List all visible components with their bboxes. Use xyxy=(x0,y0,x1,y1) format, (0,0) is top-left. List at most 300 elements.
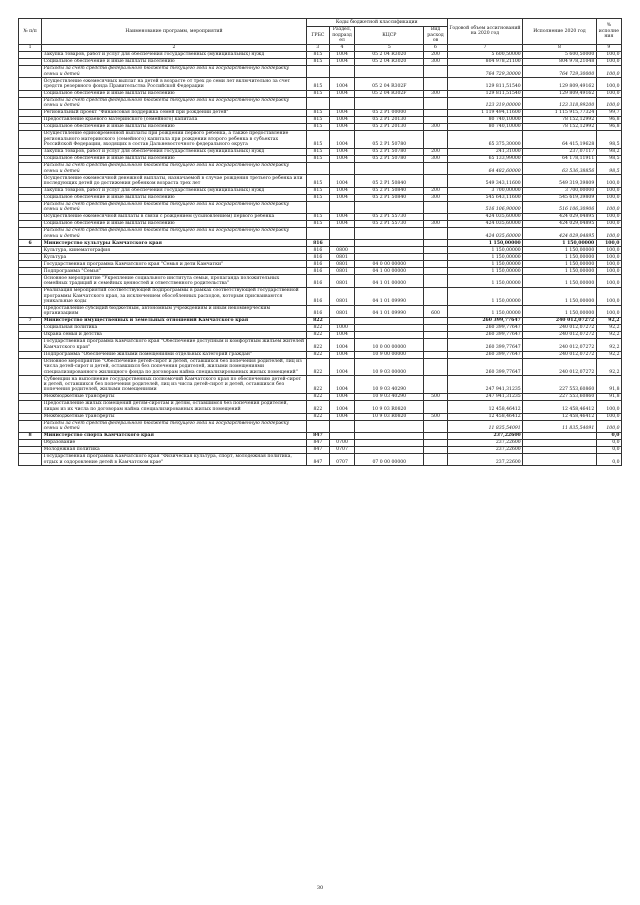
row-plan: 237,22600 xyxy=(447,439,523,446)
table-row xyxy=(19,420,622,432)
row-exec: 240 012,07272 xyxy=(523,358,597,376)
row-kcsr: 05 2 04 R302F xyxy=(355,78,424,90)
row-number xyxy=(19,155,42,162)
row-pct: 100,0 xyxy=(596,420,621,432)
row-vid xyxy=(424,228,447,240)
row-plan: 549 343,11600 xyxy=(447,175,523,187)
row-number xyxy=(19,332,42,339)
row-razdel: 0707 xyxy=(329,453,354,465)
row-pct: 91,8 xyxy=(596,394,621,401)
row-pct: 100,0 xyxy=(596,305,621,317)
row-exec: 424 029,04895 xyxy=(523,214,597,221)
row-name: Социальное обеспечение и иные выплаты населению xyxy=(42,90,307,97)
table-row xyxy=(19,453,622,465)
row-plan: 5 600,50000 xyxy=(447,51,523,58)
row-exec: 237,07117 xyxy=(523,148,597,155)
row-razdel: 1004 xyxy=(329,148,354,155)
table-body xyxy=(19,51,622,466)
row-vid xyxy=(424,318,447,325)
row-kcsr: 10 9 03 40290 xyxy=(355,376,424,394)
row-kcsr: 05 2 04 R3020 xyxy=(355,51,424,58)
row-number xyxy=(19,162,42,174)
row-exec xyxy=(523,446,597,453)
table-row xyxy=(19,221,622,228)
row-number xyxy=(19,110,42,117)
table-row xyxy=(19,155,622,162)
row-razdel: 0700 xyxy=(329,439,354,446)
row-pct: 0,0 xyxy=(596,432,621,439)
row-grbs: 822 xyxy=(306,351,329,358)
row-pct: 100,0 xyxy=(596,194,621,201)
row-razdel: 1004 xyxy=(329,413,354,420)
row-exec: 64 178,11911 xyxy=(523,155,597,162)
table-row xyxy=(19,201,622,213)
row-name: Молодежная политика xyxy=(42,446,307,453)
row-number xyxy=(19,358,42,376)
row-razdel xyxy=(329,240,354,247)
table-row xyxy=(19,305,622,317)
header-plan: Годовой объем ассигнований на 2020 год xyxy=(447,19,523,45)
row-grbs: 815 xyxy=(306,131,329,149)
row-name: Культура, кинематография xyxy=(42,247,307,254)
row-pct: 96,8 xyxy=(596,117,621,124)
row-vid: 300 xyxy=(424,194,447,201)
row-grbs: 822 xyxy=(306,376,329,394)
row-exec: 3 700,00000 xyxy=(523,187,597,194)
row-pct: 100,0 xyxy=(596,413,621,420)
column-number: 5 xyxy=(355,44,424,51)
row-number xyxy=(19,325,42,332)
row-kcsr: 05 2 P1 50780 xyxy=(355,155,424,162)
row-pct: 100,0 xyxy=(596,214,621,221)
row-razdel: 1000 xyxy=(329,325,354,332)
row-grbs: 822 xyxy=(306,401,329,413)
row-pct: 98,2 xyxy=(596,148,621,155)
row-vid xyxy=(424,110,447,117)
row-razdel: 1004 xyxy=(329,155,354,162)
row-number xyxy=(19,439,42,446)
row-vid xyxy=(424,214,447,221)
table-row xyxy=(19,325,622,332)
table-row xyxy=(19,97,622,109)
row-razdel: 1004 xyxy=(329,351,354,358)
table-row xyxy=(19,65,622,77)
row-vid xyxy=(424,175,447,187)
table-row xyxy=(19,240,622,247)
row-grbs: 822 xyxy=(306,318,329,325)
table-row xyxy=(19,124,622,131)
row-kcsr: 05 2 P1 50840 xyxy=(355,175,424,187)
row-exec: 804 978,21048 xyxy=(523,58,597,65)
row-pct: 0,0 xyxy=(596,439,621,446)
row-vid: 600 xyxy=(424,305,447,317)
row-exec: 240 012,07272 xyxy=(523,325,597,332)
row-plan: 424 035,60000 xyxy=(447,228,523,240)
row-number xyxy=(19,65,42,77)
row-vid xyxy=(424,131,447,149)
row-name: Подпрограмма "Обеспечение жилыми помещениями отдельных категорий граждан" xyxy=(42,351,307,358)
table-row xyxy=(19,339,622,351)
row-kcsr: 05 2 P1 20130 xyxy=(355,117,424,124)
row-plan: 65 375,30000 xyxy=(447,131,523,149)
column-number: 4 xyxy=(329,44,354,51)
row-razdel xyxy=(329,228,354,240)
row-number xyxy=(19,228,42,240)
row-grbs: 816 xyxy=(306,254,329,261)
table-row xyxy=(19,131,622,149)
table-row xyxy=(19,413,622,420)
row-pct: 100,0 xyxy=(596,268,621,275)
table-row xyxy=(19,110,622,117)
row-name: Межбюджетные трансферты xyxy=(42,394,307,401)
row-name: Осуществление единовременной выплаты при рождении первого ребенка, а также предоставление регионального материнского (семейного) капитала при рождении второго ребенка в субъектах Российской Федерации, входящих в состав Дальневосточного федерального округа xyxy=(42,131,307,149)
row-kcsr: 05 2 04 R302F xyxy=(355,90,424,97)
row-grbs: 815 xyxy=(306,187,329,194)
row-plan: 260 399,77647 xyxy=(447,339,523,351)
column-number: 7 xyxy=(447,44,523,51)
row-name: Социальное обеспечение и иные выплаты населению xyxy=(42,124,307,131)
row-number xyxy=(19,58,42,65)
row-exec: 545 619,39809 xyxy=(523,194,597,201)
row-name: Основное мероприятие "Укрепление социального института семьи, пропаганда положительных семейных традиций и семейных ценностей и ответственного родительства" xyxy=(42,275,307,287)
row-name: Реализация мероприятий соответствующей подпрограммы в рамках соответствующей государственной программы Камчатского края, за исключением обособленных расходов, которым присваиваются уникальные коды xyxy=(42,287,307,305)
row-razdel xyxy=(329,201,354,213)
row-razdel: 1004 xyxy=(329,394,354,401)
row-number xyxy=(19,413,42,420)
table-row xyxy=(19,439,622,446)
row-razdel: 1004 xyxy=(329,339,354,351)
row-exec: 78 152,12992 xyxy=(523,124,597,131)
row-vid: 200 xyxy=(424,187,447,194)
row-grbs xyxy=(306,420,329,432)
row-vid xyxy=(424,261,447,268)
column-number: 8 xyxy=(523,44,597,51)
row-plan: 1 150,00000 xyxy=(447,268,523,275)
row-kcsr xyxy=(355,420,424,432)
row-plan: 80 740,10000 xyxy=(447,124,523,131)
row-razdel: 0801 xyxy=(329,261,354,268)
row-exec: 240 012,07272 xyxy=(523,318,597,325)
row-exec: 1 150,00000 xyxy=(523,254,597,261)
row-pct: 100,0 xyxy=(596,58,621,65)
row-kcsr: 10 9 03 R0820 xyxy=(355,401,424,413)
header-exec: Исполнение 2020 год xyxy=(523,19,597,45)
row-plan: 764 729,30000 xyxy=(447,65,523,77)
row-vid xyxy=(424,247,447,254)
table-row xyxy=(19,287,622,305)
row-vid xyxy=(424,339,447,351)
row-kcsr: 05 2 P1 55730 xyxy=(355,221,424,228)
row-razdel: 1004 xyxy=(329,90,354,97)
row-pct: 98,5 xyxy=(596,131,621,149)
row-kcsr xyxy=(355,228,424,240)
row-name: Охрана семьи и детства xyxy=(42,332,307,339)
row-plan: 12 458,46412 xyxy=(447,413,523,420)
row-razdel: 1004 xyxy=(329,187,354,194)
row-vid xyxy=(424,117,447,124)
row-plan: 1 150,00000 xyxy=(447,240,523,247)
row-name: Подпрограмма "Семья" xyxy=(42,268,307,275)
row-grbs: 815 xyxy=(306,110,329,117)
row-razdel: 1004 xyxy=(329,401,354,413)
row-number xyxy=(19,305,42,317)
row-pct: 92,2 xyxy=(596,358,621,376)
row-grbs: 847 xyxy=(306,432,329,439)
row-exec: 129 809,49162 xyxy=(523,90,597,97)
table-row xyxy=(19,187,622,194)
budget-table xyxy=(18,18,622,466)
row-kcsr xyxy=(355,240,424,247)
row-name: Социальное обеспечение и иные выплаты населению xyxy=(42,58,307,65)
row-grbs: 816 xyxy=(306,305,329,317)
row-plan: 804 978,21100 xyxy=(447,58,523,65)
row-name: Расходы за счет средств федерального бюджета текущего года на государственную поддержку семьи и детей xyxy=(42,162,307,174)
row-vid xyxy=(424,453,447,465)
row-razdel xyxy=(329,318,354,325)
row-plan: 247 941,31235 xyxy=(447,376,523,394)
table-row xyxy=(19,117,622,124)
row-kcsr: 05 2 P1 50780 xyxy=(355,148,424,155)
row-pct: 0,0 xyxy=(596,446,621,453)
table-row xyxy=(19,432,622,439)
row-pct: 100,0 xyxy=(596,401,621,413)
row-name: Расходы за счет средств федерального бюджета текущего года на государственную поддержку семьи и детей xyxy=(42,97,307,109)
row-grbs: 815 xyxy=(306,78,329,90)
row-razdel: 1004 xyxy=(329,131,354,149)
row-razdel: 0800 xyxy=(329,247,354,254)
row-kcsr: 10 9 03 R0820 xyxy=(355,413,424,420)
row-name: Основное мероприятие "Обеспечение детей-сирот и детей, оставшихся без попечения родителей, лиц из числа детей-сирот и детей, оставшихся без попечения родителей, жилыми помещениями специализированного жилищного фонда по договорам найма специализированных жилых помещений" xyxy=(42,358,307,376)
row-number xyxy=(19,51,42,58)
row-plan: 260 399,77647 xyxy=(447,351,523,358)
row-razdel: 1004 xyxy=(329,221,354,228)
row-name: Социальное обеспечение и иные выплаты населению xyxy=(42,221,307,228)
row-razdel: 1004 xyxy=(329,214,354,221)
row-vid xyxy=(424,325,447,332)
row-plan: 123 319,00000 xyxy=(447,97,523,109)
row-grbs: 816 xyxy=(306,261,329,268)
row-vid xyxy=(424,376,447,394)
row-vid: 300 xyxy=(424,124,447,131)
row-grbs xyxy=(306,228,329,240)
row-number xyxy=(19,453,42,465)
row-kcsr: 05 2 P1 20130 xyxy=(355,124,424,131)
row-name: Социальное обеспечение и иные выплаты населению xyxy=(42,194,307,201)
row-name: Государственная программа Камчатского края "Обеспечение доступным и комфортным жильем жителей Камчатского края" xyxy=(42,339,307,351)
row-name: Расходы за счет средств федерального бюджета текущего года на государственную поддержку семьи и детей xyxy=(42,228,307,240)
row-pct: 100,0 xyxy=(596,90,621,97)
row-name: Культура xyxy=(42,254,307,261)
row-vid: 500 xyxy=(424,394,447,401)
row-exec: 12 458,46412 xyxy=(523,413,597,420)
row-pct: 99,7 xyxy=(596,110,621,117)
row-name: Субвенции на выполнение государственных полномочий Камчатского края по обеспечению детей-сирот и детей, оставшихся без попечения родителей, лиц из числа детей-сирот и детей, оставшихся без попечения родителей, жилыми помещениями xyxy=(42,376,307,394)
table-row xyxy=(19,358,622,376)
row-vid xyxy=(424,401,447,413)
table-row xyxy=(19,394,622,401)
row-plan: 1 150,00000 xyxy=(447,247,523,254)
table-row xyxy=(19,261,622,268)
row-exec: 1 150,00000 xyxy=(523,275,597,287)
row-kcsr: 10 9 00 00000 xyxy=(355,351,424,358)
row-name: Предоставление жилых помещений детям-сиротам и детям, оставшимся без попечения родителей, лицам из их числа по договорам найма специализированных жилых помещений xyxy=(42,401,307,413)
row-name: Расходы за счет средств федерального бюджета текущего года на государственную поддержку семьи и детей xyxy=(42,420,307,432)
table-row xyxy=(19,318,622,325)
row-vid xyxy=(424,162,447,174)
row-exec: 129 809,49162 xyxy=(523,78,597,90)
row-grbs: 815 xyxy=(306,194,329,201)
row-exec: 516 106,30906 xyxy=(523,201,597,213)
row-name: Министерство имущественных и земельных отношений Камчатского края xyxy=(42,318,307,325)
row-exec: 64 415,19628 xyxy=(523,131,597,149)
row-name: Закупка товаров, работ и услуг для обеспечения государственных (муниципальных) нужд xyxy=(42,51,307,58)
row-plan: 241,31000 xyxy=(447,148,523,155)
row-razdel xyxy=(329,432,354,439)
row-plan: 424 035,60000 xyxy=(447,214,523,221)
header-grbs: ГРБС xyxy=(306,27,329,45)
row-number xyxy=(19,221,42,228)
row-name: Предоставление субсидий бюджетным, автономным учреждениям и иным некоммерческим организациям xyxy=(42,305,307,317)
row-razdel xyxy=(329,97,354,109)
row-vid: 200 xyxy=(424,148,447,155)
table-row xyxy=(19,51,622,58)
row-vid: 200 xyxy=(424,51,447,58)
row-grbs: 847 xyxy=(306,453,329,465)
row-grbs: 816 xyxy=(306,247,329,254)
row-number xyxy=(19,268,42,275)
row-grbs: 816 xyxy=(306,240,329,247)
row-kcsr xyxy=(355,65,424,77)
row-razdel: 1004 xyxy=(329,78,354,90)
row-name: Министерство культуры Камчатского края xyxy=(42,240,307,247)
row-exec: 1 150,00000 xyxy=(523,268,597,275)
row-razdel xyxy=(329,162,354,174)
row-grbs: 822 xyxy=(306,394,329,401)
row-kcsr: 05 2 P1 50840 xyxy=(355,187,424,194)
row-plan: 65 133,99000 xyxy=(447,155,523,162)
row-vid: 300 xyxy=(424,155,447,162)
row-vid xyxy=(424,420,447,432)
row-plan: 1 150,00000 xyxy=(447,254,523,261)
row-kcsr: 05 2 04 R3020 xyxy=(355,58,424,65)
row-number xyxy=(19,254,42,261)
row-kcsr: 04 0 00 00000 xyxy=(355,261,424,268)
row-kcsr: 04 1 01 00000 xyxy=(355,275,424,287)
row-plan: 11 835,54091 xyxy=(447,420,523,432)
row-kcsr xyxy=(355,439,424,446)
row-number xyxy=(19,446,42,453)
row-exec: 11 835,54091 xyxy=(523,420,597,432)
row-vid xyxy=(424,254,447,261)
row-vid xyxy=(424,275,447,287)
row-kcsr xyxy=(355,432,424,439)
row-exec xyxy=(523,432,597,439)
header-razdel: Раздел, подраздел xyxy=(329,27,354,45)
row-plan: 260 399,77647 xyxy=(447,325,523,332)
row-vid xyxy=(424,268,447,275)
row-pct: 92,2 xyxy=(596,351,621,358)
row-kcsr xyxy=(355,332,424,339)
table-row xyxy=(19,247,622,254)
row-kcsr xyxy=(355,162,424,174)
header-kcsr: КЦСР xyxy=(355,27,424,45)
row-kcsr: 05 2 P1 00000 xyxy=(355,110,424,117)
header-codes: Коды бюджетной классификации xyxy=(306,19,447,27)
row-pct: 100,0 xyxy=(596,275,621,287)
row-razdel: 1004 xyxy=(329,332,354,339)
row-plan: 3 700,00000 xyxy=(447,187,523,194)
row-grbs: 822 xyxy=(306,358,329,376)
table-row xyxy=(19,214,622,221)
row-grbs: 815 xyxy=(306,90,329,97)
row-plan: 424 035,60000 xyxy=(447,221,523,228)
table-row xyxy=(19,332,622,339)
row-grbs: 816 xyxy=(306,275,329,287)
row-kcsr: 04 1 01 09990 xyxy=(355,287,424,305)
row-grbs xyxy=(306,65,329,77)
row-grbs: 822 xyxy=(306,339,329,351)
row-name: Предоставление краевого материнского (семейного) капитала xyxy=(42,117,307,124)
row-kcsr: 05 2 P1 50840 xyxy=(355,194,424,201)
column-number: 6 xyxy=(424,44,447,51)
table-row xyxy=(19,194,622,201)
row-razdel: 0801 xyxy=(329,305,354,317)
row-name: Осуществление ежемесячной выплаты в связи с рождением (усыновлением) первого ребенка xyxy=(42,214,307,221)
row-number: 7 xyxy=(19,318,42,325)
row-number xyxy=(19,194,42,201)
row-name: Осуществление ежемесячной денежной выплаты, назначаемой в случае рождения третьего ребенка или последующих детей до достижения ребенком возраста трех лет xyxy=(42,175,307,187)
row-pct: 100,0 xyxy=(596,51,621,58)
row-name: Расходы за счет средств федерального бюджета текущего года на государственную поддержку семьи и детей xyxy=(42,201,307,213)
row-kcsr xyxy=(355,254,424,261)
table-row xyxy=(19,228,622,240)
row-grbs: 815 xyxy=(306,148,329,155)
header-name: Наименование программ, мероприятий xyxy=(42,19,307,45)
row-exec xyxy=(523,453,597,465)
row-pct: 100,0 xyxy=(596,78,621,90)
row-number xyxy=(19,339,42,351)
row-number xyxy=(19,90,42,97)
header-vid: Вид расходов xyxy=(424,27,447,45)
row-exec: 1 150,00000 xyxy=(523,287,597,305)
row-exec: 764 729,30000 xyxy=(523,65,597,77)
table-row xyxy=(19,175,622,187)
row-vid: 300 xyxy=(424,58,447,65)
row-grbs: 816 xyxy=(306,268,329,275)
row-exec: 1 150,00000 xyxy=(523,261,597,268)
row-exec: 78 152,12992 xyxy=(523,117,597,124)
row-pct: 100,0 xyxy=(596,221,621,228)
row-plan: 1 150,00000 xyxy=(447,305,523,317)
row-razdel: 1004 xyxy=(329,194,354,201)
row-kcsr: 04 1 00 00000 xyxy=(355,268,424,275)
row-grbs: 815 xyxy=(306,155,329,162)
row-plan: 260 399,77647 xyxy=(447,358,523,376)
row-vid xyxy=(424,65,447,77)
row-vid xyxy=(424,446,447,453)
row-plan: 1 119 494,11600 xyxy=(447,110,523,117)
column-number: 1 xyxy=(19,44,42,51)
row-vid xyxy=(424,332,447,339)
row-plan: 260 399,77647 xyxy=(447,318,523,325)
row-exec: 227 553,60860 xyxy=(523,394,597,401)
row-pct: 92,2 xyxy=(596,325,621,332)
column-number-row xyxy=(19,44,622,51)
table-row xyxy=(19,148,622,155)
row-grbs: 815 xyxy=(306,221,329,228)
page-number: 30 xyxy=(316,885,324,891)
row-number xyxy=(19,78,42,90)
